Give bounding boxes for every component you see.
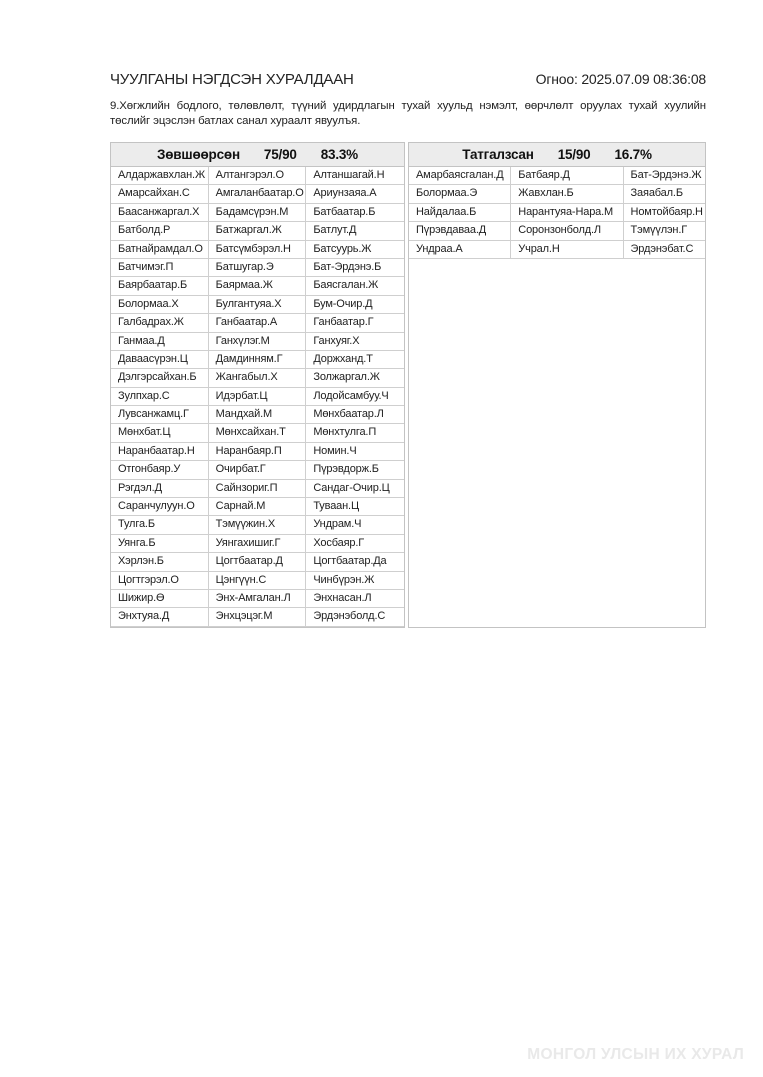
member-name-cell: Заяабал.Б	[624, 185, 705, 203]
member-name-cell: Наранбаатар.Н	[111, 443, 209, 461]
member-name-cell: Цэнгүүн.С	[209, 572, 307, 590]
member-name-cell: Булгантуяа.Х	[209, 296, 307, 314]
member-name-cell: Эрдэнэболд.С	[306, 608, 404, 626]
member-name-cell: Найдалаа.Б	[409, 204, 511, 222]
member-name-cell: Мандхай.М	[209, 406, 307, 424]
member-name-cell: Мөнхсайхан.Т	[209, 424, 307, 442]
watermark-text: МОНГОЛ УЛСЫН ИХ ХУРАЛ	[527, 1046, 744, 1063]
member-name-cell: Амарбаясгалан.Д	[409, 167, 511, 185]
approved-count: 75/90	[263, 147, 297, 162]
approved-votes-panel	[110, 142, 405, 628]
member-name-cell: Бум-Очир.Д	[306, 296, 404, 314]
member-name-cell: Энх-Амгалан.Л	[209, 590, 307, 608]
member-name-cell: Батбаяр.Д	[511, 167, 623, 185]
approved-percent: 83.3%	[320, 147, 358, 162]
member-name-cell: Саранчулуун.О	[111, 498, 209, 516]
document-page	[110, 71, 706, 628]
member-name-cell: Батболд.Р	[111, 222, 209, 240]
member-name-cell: Доржханд.Т	[306, 351, 404, 369]
member-name-cell: Алтаншагай.Н	[306, 167, 404, 185]
member-name-cell: Баасанжаргал.Х	[111, 204, 209, 222]
member-name-cell: Мөнхтулга.П	[306, 424, 404, 442]
member-name-cell: Сандаг-Очир.Ц	[306, 480, 404, 498]
rejected-label: Татгалзсан	[462, 147, 534, 162]
rejected-names-grid	[409, 167, 705, 259]
member-name-cell: Ганбаатар.Г	[306, 314, 404, 332]
member-name-cell: Мөнхбаатар.Л	[306, 406, 404, 424]
member-name-cell: Ундрам.Ч	[306, 516, 404, 534]
member-name-cell: Дэлгэрсайхан.Б	[111, 369, 209, 387]
member-name-cell: Соронзонболд.Л	[511, 222, 623, 240]
session-datetime: Огноо: 2025.07.09 08:36:08	[535, 71, 706, 87]
member-name-cell: Энхтуяа.Д	[111, 608, 209, 626]
member-name-cell: Эрдэнэбат.С	[624, 241, 705, 259]
approved-names-grid	[111, 167, 404, 627]
rejected-header	[409, 143, 705, 167]
member-name-cell: Отгонбаяр.У	[111, 461, 209, 479]
member-name-cell: Ганхуяг.Х	[306, 333, 404, 351]
member-name-cell: Галбадрах.Ж	[111, 314, 209, 332]
member-name-cell: Батсүмбэрэл.Н	[209, 241, 307, 259]
rejected-count: 15/90	[557, 147, 591, 162]
member-name-cell: Наранбаяр.П	[209, 443, 307, 461]
member-name-cell: Номин.Ч	[306, 443, 404, 461]
member-name-cell: Энхцэцэг.М	[209, 608, 307, 626]
member-name-cell: Ариунзаяа.А	[306, 185, 404, 203]
agenda-item-description: 9.Хөгжлийн бодлого, төлөвлөлт, түүний удирдлагын тухай хуульд нэмэлт, өөрчлөлт оруулах тухай хуулийн төслийг эцэслэн батлах санал хураалт явуулъя.	[110, 100, 706, 127]
member-name-cell: Ганхүлэг.М	[209, 333, 307, 351]
member-name-cell: Болормаа.Э	[409, 185, 511, 203]
member-name-cell: Батнайрамдал.О	[111, 241, 209, 259]
member-name-cell: Ганмаа.Д	[111, 333, 209, 351]
member-name-cell: Батлут.Д	[306, 222, 404, 240]
vote-tables	[110, 142, 706, 628]
member-name-cell: Ганбаатар.А	[209, 314, 307, 332]
member-name-cell: Жангабыл.Х	[209, 369, 307, 387]
member-name-cell: Очирбат.Г	[209, 461, 307, 479]
member-name-cell: Алтангэрэл.О	[209, 167, 307, 185]
member-name-cell: Сарнай.М	[209, 498, 307, 516]
member-name-cell: Туваан.Ц	[306, 498, 404, 516]
member-name-cell: Зулпхар.С	[111, 388, 209, 406]
member-name-cell: Алдаржавхлан.Ж	[111, 167, 209, 185]
member-name-cell: Энхнасан.Л	[306, 590, 404, 608]
member-name-cell: Батчимэг.П	[111, 259, 209, 277]
member-name-cell: Сайнзориг.П	[209, 480, 307, 498]
member-name-cell: Ундраа.А	[409, 241, 511, 259]
member-name-cell: Идэрбат.Ц	[209, 388, 307, 406]
member-name-cell: Номтойбаяр.Н	[624, 204, 705, 222]
approved-label: Зөвшөөрсөн	[157, 147, 240, 162]
member-name-cell: Батжаргал.Ж	[209, 222, 307, 240]
member-name-cell: Тэмүүлэн.Г	[624, 222, 705, 240]
member-name-cell: Уянга.Б	[111, 535, 209, 553]
member-name-cell: Учрал.Н	[511, 241, 623, 259]
member-name-cell: Бат-Эрдэнэ.Ж	[624, 167, 705, 185]
member-name-cell: Лодойсамбуу.Ч	[306, 388, 404, 406]
member-name-cell: Амарсайхан.С	[111, 185, 209, 203]
member-name-cell: Баясгалан.Ж	[306, 277, 404, 295]
member-name-cell: Батбаатар.Б	[306, 204, 404, 222]
member-name-cell: Тэмүүжин.Х	[209, 516, 307, 534]
member-name-cell: Пүрэвдаваа.Д	[409, 222, 511, 240]
member-name-cell: Чинбүрэн.Ж	[306, 572, 404, 590]
member-name-cell: Болормаа.Х	[111, 296, 209, 314]
member-name-cell: Хэрлэн.Б	[111, 553, 209, 571]
member-name-cell: Цогтбаатар.Да	[306, 553, 404, 571]
member-name-cell: Батшугар.Э	[209, 259, 307, 277]
member-name-cell: Рэгдэл.Д	[111, 480, 209, 498]
member-name-cell: Лувсанжамц.Г	[111, 406, 209, 424]
member-name-cell: Нарантуяа-Нара.М	[511, 204, 623, 222]
member-name-cell: Золжаргал.Ж	[306, 369, 404, 387]
member-name-cell: Жавхлан.Б	[511, 185, 623, 203]
member-name-cell: Тулга.Б	[111, 516, 209, 534]
member-name-cell: Хосбаяр.Г	[306, 535, 404, 553]
member-name-cell: Бат-Эрдэнэ.Б	[306, 259, 404, 277]
member-name-cell: Цогтбаатар.Д	[209, 553, 307, 571]
rejected-votes-panel	[408, 142, 706, 628]
member-name-cell: Амгаланбаатар.О	[209, 185, 307, 203]
member-name-cell: Бадамсүрэн.М	[209, 204, 307, 222]
member-name-cell: Пүрэвдорж.Б	[306, 461, 404, 479]
member-name-cell: Уянгахишиг.Г	[209, 535, 307, 553]
member-name-cell: Дамдинням.Г	[209, 351, 307, 369]
member-name-cell: Даваасүрэн.Ц	[111, 351, 209, 369]
rejected-percent: 16.7%	[614, 147, 652, 162]
member-name-cell: Цогтгэрэл.О	[111, 572, 209, 590]
approved-header	[111, 143, 404, 167]
member-name-cell: Баярмаа.Ж	[209, 277, 307, 295]
page-title: ЧУУЛГАНЫ НЭГДСЭН ХУРАЛДААН	[110, 71, 354, 88]
member-name-cell: Мөнхбат.Ц	[111, 424, 209, 442]
member-name-cell: Шижир.Ө	[111, 590, 209, 608]
member-name-cell: Баярбаатар.Б	[111, 277, 209, 295]
member-name-cell: Батсуурь.Ж	[306, 241, 404, 259]
document-header	[110, 71, 706, 88]
